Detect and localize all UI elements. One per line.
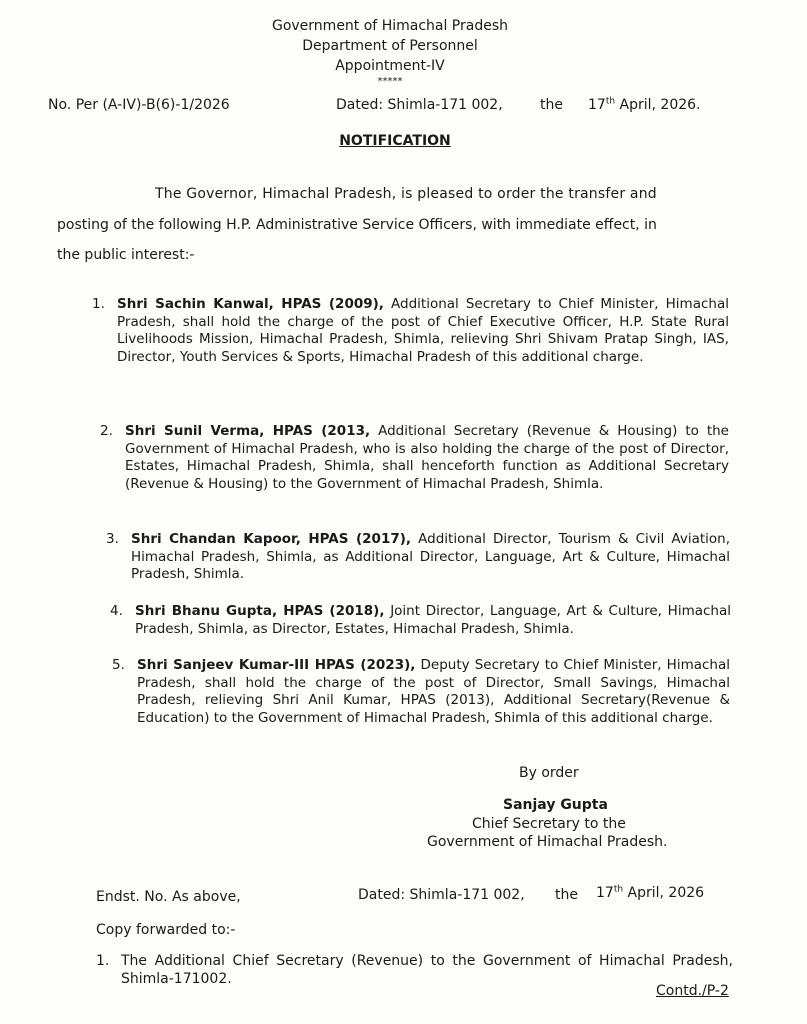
- endorsement-number: Endst. No. As above,: [96, 889, 241, 905]
- dated-date: 17th April, 2026.: [588, 96, 701, 113]
- page-title: NOTIFICATION: [339, 133, 451, 149]
- signatory-name: Sanjay Gupta: [503, 797, 608, 813]
- endorsement-dated: Dated: Shimla-171 002,: [358, 887, 525, 903]
- endorsement-date: 17th April, 2026: [596, 884, 705, 901]
- by-order: By order: [519, 765, 579, 781]
- item-number: 2.: [100, 423, 113, 439]
- item-number: 4.: [110, 603, 123, 619]
- department-heading: Department of Personnel: [302, 38, 478, 54]
- item-number: 1.: [92, 296, 105, 312]
- dated-the: the: [540, 97, 563, 113]
- officer-name: Shri Sunil Verma, HPAS (2013,: [125, 423, 371, 439]
- intro-line-1: The Governor, Himachal Pradesh, is pleased to order the transfer and: [155, 186, 657, 202]
- item-text: Deputy Secretary to Chief Minister, Himachal Pradesh, shall hold the charge of the post of Director, Small Savings, Himachal Pradesh, relieving Shri Anil Kumar, HPAS (2013), Additional Secretary(Revenue & Education) to the Government of Himachal Pradesh, Shimla of this additional charge.: [137, 657, 730, 726]
- list-item: [92, 296, 729, 366]
- continued-marker: Contd./P-2: [656, 983, 729, 999]
- item-text: Additional Director, Tourism & Civil Aviation, Himachal Pradesh, Shimla, as Additional Director, Language, Art & Culture, Himachal Pradesh, Shimla.: [131, 531, 730, 582]
- item-text: Additional Secretary to Chief Minister, Himachal Pradesh, shall hold the charge of the post of Chief Executive Officer, H.P. State Rural Livelihoods Mission, Himachal Pradesh, Shimla, relieving Shri Shivam Pratap Singh, IAS, Director, Youth Services & Sports, Himachal Pradesh of this additional charge.: [117, 296, 729, 365]
- copy-forwarded-label: Copy forwarded to:-: [96, 922, 236, 938]
- copy-item-text: The Additional Chief Secretary (Revenue) to the Government of Himachal Pradesh, Shimla-171002.: [121, 953, 733, 987]
- govt-heading: Government of Himachal Pradesh: [271, 18, 509, 34]
- list-item: [110, 603, 731, 638]
- officer-name: Shri Bhanu Gupta, HPAS (2018),: [135, 603, 385, 619]
- reference-number: No. Per (A-IV)-B(6)-1/2026: [48, 97, 230, 113]
- copy-item-number: 1.: [96, 953, 110, 969]
- item-text: Additional Secretary (Revenue & Housing) to the Government of Himachal Pradesh, who is also holding the charge of the post of Director, Estates, Himachal Pradesh, Shimla, shall henceforth function as Additional Secretary (Revenue & Housing) to the Government of Himachal Pradesh, Shimla.: [125, 423, 729, 492]
- signatory-office: Government of Himachal Pradesh.: [427, 834, 668, 850]
- item-text: Joint Director, Language, Art & Culture, Himachal Pradesh, Shimla, as Director, Estates, Himachal Pradesh, Shimla.: [135, 603, 731, 637]
- officer-name: Shri Sanjeev Kumar-III HPAS (2023),: [137, 657, 416, 673]
- list-item: [100, 423, 729, 493]
- list-item: [106, 531, 730, 584]
- item-number: 5.: [112, 657, 125, 673]
- signatory-designation: Chief Secretary to the: [472, 816, 626, 832]
- list-item: [112, 657, 730, 727]
- intro-line-3: the public interest:-: [57, 247, 195, 263]
- endorsement-the: the: [555, 887, 578, 903]
- copy-list-item: [96, 952, 733, 988]
- item-number: 3.: [106, 531, 119, 547]
- officer-name: Shri Chandan Kapoor, HPAS (2017),: [131, 531, 412, 547]
- separator-stars: *****: [377, 76, 403, 87]
- section-heading: Appointment-IV: [335, 58, 445, 74]
- dated-place: Dated: Shimla-171 002,: [336, 97, 503, 113]
- intro-line-2: posting of the following H.P. Administrative Service Officers, with immediate effect, in: [57, 217, 657, 233]
- officer-name: Shri Sachin Kanwal, HPAS (2009),: [117, 296, 384, 312]
